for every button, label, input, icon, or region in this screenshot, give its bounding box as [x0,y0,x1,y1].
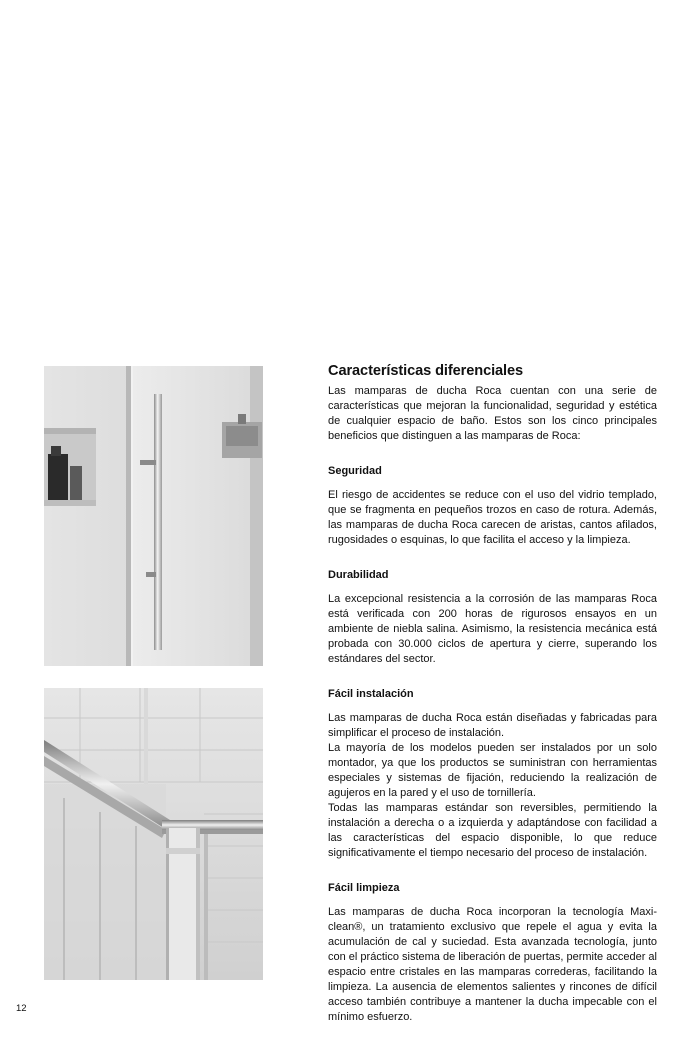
section-heading: Fácil limpieza [328,882,400,894]
page-title: Características diferenciales [328,363,524,379]
section-heading: Durabilidad [328,569,389,581]
shower-enclosure-corner-photo [44,688,263,980]
shower-door-handle-photo [44,366,263,666]
section-heading: Seguridad [328,465,382,477]
section-seguridad [328,464,657,548]
section-paragraph: Todas las mamparas estándar son reversibles, permitiendo la instalación a derecha o a izquierda y adaptándose con facilidad a las características del espacio disponible, lo que reduce significativamente el tiempo necesario del proceso de instalación. [328,802,657,859]
section-facil-limpieza [328,881,657,1025]
section-facil-instalacion [328,687,657,861]
section-heading: Fácil instalación [328,688,414,700]
section-paragraph: La mayoría de los modelos pueden ser instalados por un solo montador, ya que los productos se suministran con herramientas especiales y sistemas de fijación, reduciendo la realización de agujeros en la pared y el uso de tornillería. [328,742,657,799]
section-paragraph: El riesgo de accidentes se reduce con el uso del vidrio templado, que se fragmenta en pequeños trozos en caso de rotura. Además, las mamparas de ducha Roca carecen de aristas, cantos afilados, rugosidades o esquinas, lo que facilita el acceso y la limpieza. [328,489,657,546]
section-paragraph: Las mamparas de ducha Roca incorporan la tecnología Maxi-clean®, un tratamiento exclusivo que repele el agua y evita la acumulación de cal y suciedad. Esta avanzada tecnología, junto con el práctico sistema de liberación de puertas, permite acceder al espacio entre cristales en las mamparas correderas, facilitando la limpieza. La ausencia de elementos salientes y rincones de difícil acceso también contribuye a mantener la ducha impecable con el mínimo esfuerzo. [328,906,657,1023]
text-column [328,362,657,1025]
page-number: 12 [16,1003,27,1014]
section-paragraph: Las mamparas de ducha Roca están diseñadas y fabricadas para simplificar el proceso de instalación. [328,712,657,739]
section-durabilidad [328,568,657,667]
intro-paragraph: Las mamparas de ducha Roca cuentan con una serie de características que mejoran la funcionalidad, seguridad y estética de cualquier espacio de baño. Estos son los cinco principales beneficios que distinguen a las mamparas de Roca: [328,385,657,442]
section-paragraph: La excepcional resistencia a la corrosión de las mamparas Roca está verificada con 200 horas de rigurosos ensayos en un ambiente de niebla salina. Asimismo, la resistencia mecánica está probada con 30.000 ciclos de apertura y cierre, superando los estándares del sector. [328,593,657,665]
